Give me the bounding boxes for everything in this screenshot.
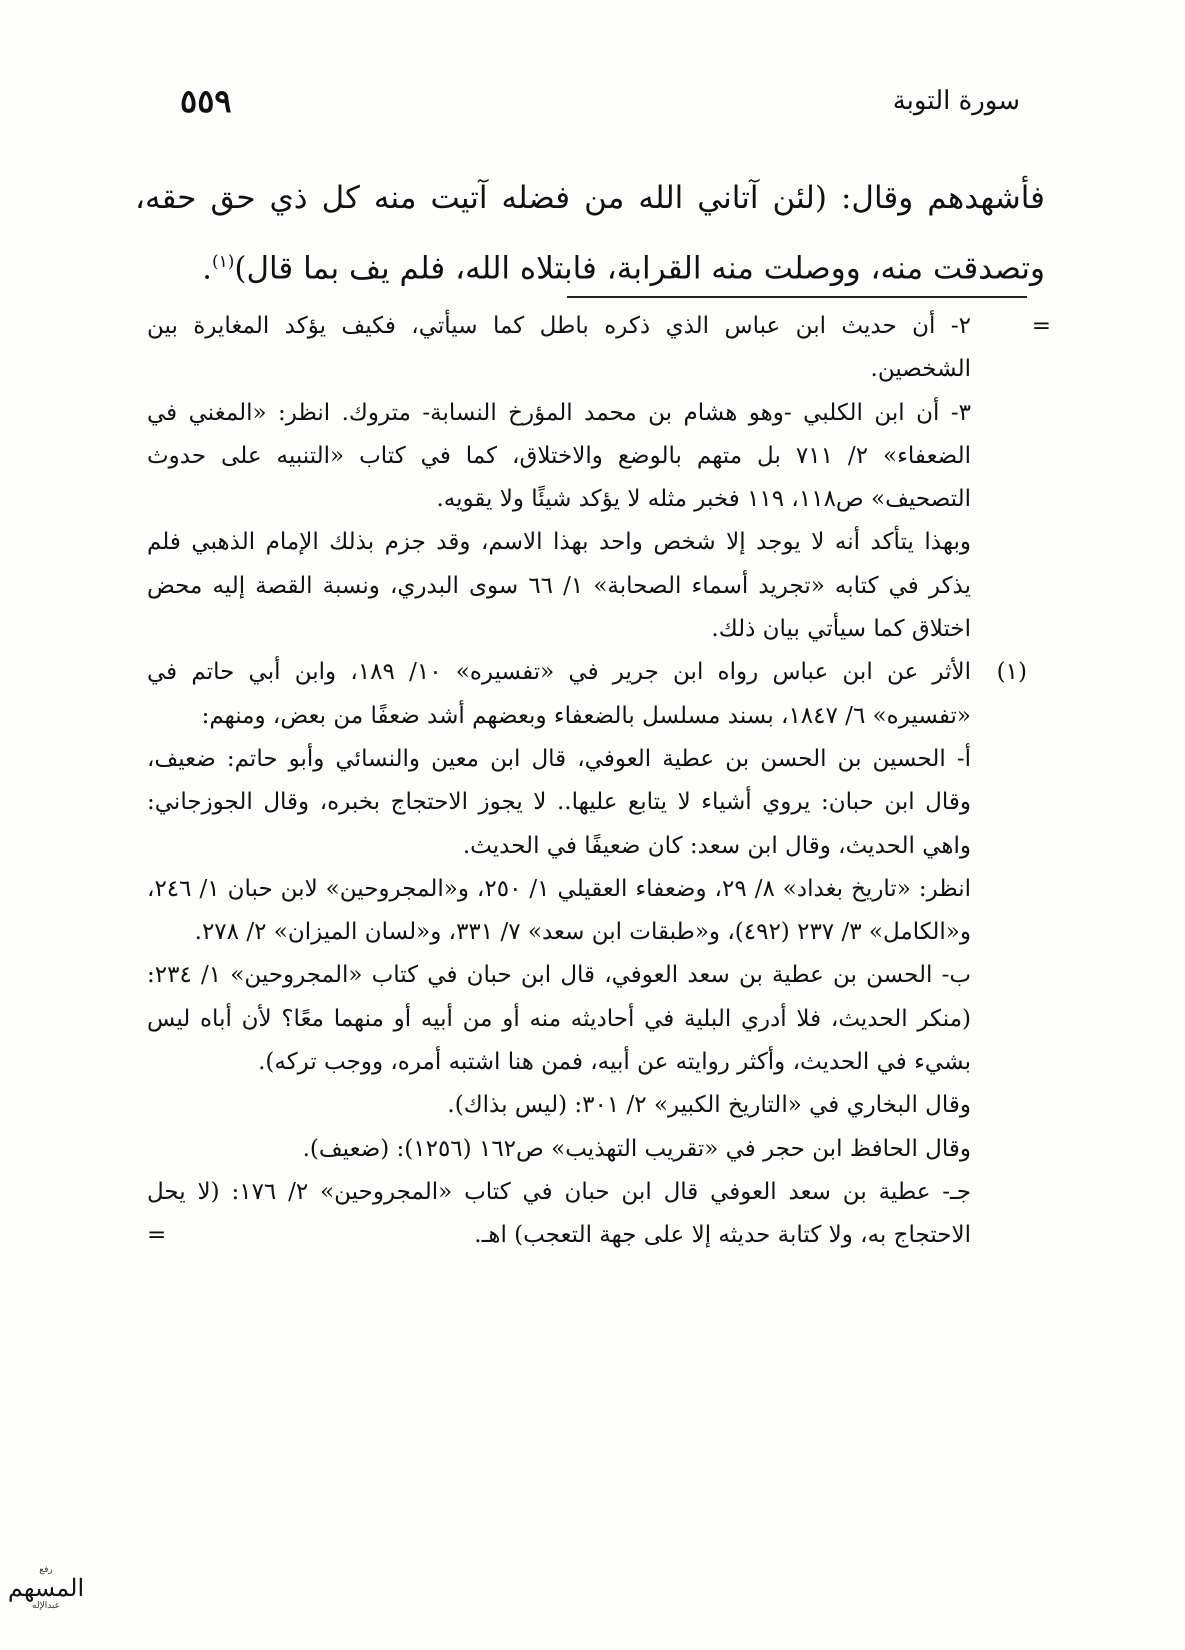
footnote-item-b-ibnhajar xyxy=(147,1128,1027,1171)
footnote-item-b-text: ب- الحسن بن عطية بن سعد العوفي، قال ابن حبان في كتاب «المجروحين» ١/ ٢٣٤: (منكر الحديث، فلا أدري البلية في أحاديثه منه أو من أبيه أو منهما معًا؟ لأن أباه ليس بشيء في الحديث، وأكثر روايته عن أبيه، فمن هنا اشتبه أمره، ووجب تركه). xyxy=(147,962,971,1076)
footnote-1 xyxy=(147,651,1027,738)
footnote-item-a-refs-text: انظر: «تاريخ بغداد» ٨/ ٢٩، وضعفاء العقيلي ١/ ٢٥٠، و«المجروحين» لابن حبان ١/ ٢٤٦، و«الكامل» ٣/ ٢٣٧ (٤٩٢)، و«طبقات ابن سعد» ٧/ ٣٣١، و«لسان الميزان» ٢/ ٢٧٨. xyxy=(147,875,972,946)
footnote-item-a xyxy=(147,738,1027,868)
footnote-item-b-ibnhajar-text: وقال الحافظ ابن حجر في «تقريب التهذيب» ص١٦٢ (١٢٥٦): (ضعيف). xyxy=(302,1135,971,1162)
publisher-logo xyxy=(7,1556,85,1620)
logo-main: المسهم xyxy=(7,1574,85,1602)
main-paragraph-text: فأشهدهم وقال: (لئن آتاني الله من فضله آتيت منه كل ذي حق حقه، وتصدقت منه، ووصلت منه القرابة، فابتلاه الله، فلم يف بما قال) xyxy=(135,180,1045,287)
note-conclusion xyxy=(147,521,1027,651)
logo-small-bottom: عبدالإله xyxy=(32,1601,61,1611)
page-number: ٥٥٩ xyxy=(180,82,232,120)
main-paragraph-end: . xyxy=(202,250,212,287)
footnote-item-b-bukhari-text: وقال البخاري في «التاريخ الكبير» ٢/ ٣٠١: (ليس بذاك). xyxy=(447,1092,971,1119)
note-point-3-text: ٣- أن ابن الكلبي -وهو هشام بن محمد المؤرخ النسابة- متروك. انظر: «المغني في الضعفاء» ٢/ ٧١١ بل متهم بالوضع والاختلاق، كما في كتاب «التنبيه على حدوث التصحيف» ص١١٨، ١١٩ فخبر مثله لا يؤكد شيئًا ولا يقويه. xyxy=(147,399,972,513)
main-paragraph xyxy=(135,166,1045,300)
note-conclusion-text: وبهذا يتأكد أنه لا يوجد إلا شخص واحد بهذا الاسم، وقد جزم بذلك الإمام الذهبي فلم يذكر في كتابه «تجريد أسماء الصحابة» ١/ ٦٦ سوى البدري، ونسبة القصة إليه محض اختلاق كما سيأتي بيان ذلك. xyxy=(147,529,972,643)
footnote-1-intro: الأثر عن ابن عباس رواه ابن جرير في «تفسيره» ١٠/ ١٨٩، وابن أبي حاتم في «تفسيره» ٦/ ١٨٤٧، بسند مسلسل بالضعفاء وبعضهم أشد ضعفًا من بعض، ومنهم: xyxy=(147,659,972,729)
footnote-1-number: (١) xyxy=(996,659,1027,686)
surah-title: سورة التوبة xyxy=(892,86,1020,116)
footnote-item-c xyxy=(147,1171,1027,1258)
page-header xyxy=(180,82,1020,126)
footnotes xyxy=(147,305,1051,1258)
footnote-reference: (١) xyxy=(211,252,235,272)
footnote-item-b-bukhari xyxy=(147,1084,1027,1127)
footnote-item-b xyxy=(147,954,1027,1084)
end-continuation-mark: = xyxy=(147,1222,167,1249)
note-point-2 xyxy=(147,305,1051,392)
footnote-item-a-text: أ- الحسين بن الحسن بن عطية العوفي، قال ابن معين والنسائي وأبو حاتم: ضعيف، وقال ابن حبان: يروي أشياء لا يتابع عليها.. لا يجوز الاحتجاج بخبره، وقال الجوزجاني: واهي الحديث، وقال ابن سعد: كان ضعيفًا في الحديث. xyxy=(147,745,971,859)
footnote-item-a-refs xyxy=(147,868,1027,955)
main-text xyxy=(135,166,1045,300)
logo-small-top: رفع xyxy=(39,1565,53,1575)
footnote-separator xyxy=(567,296,1027,298)
footnote-item-c-text: جـ- عطية بن سعد العوفي قال ابن حبان في كتاب «المجروحين» ٢/ ١٧٦: (لا يحل الاحتجاج به، ولا كتابة حديثه إلا على جهة التعجب) اهـ. xyxy=(147,1178,972,1249)
note-point-2-text: ٢- أن حديث ابن عباس الذي ذكره باطل كما سيأتي، فكيف يؤكد المغايرة بين الشخصين. xyxy=(147,313,971,383)
note-point-3 xyxy=(147,392,1027,522)
continuation-mark: = xyxy=(1031,313,1051,339)
